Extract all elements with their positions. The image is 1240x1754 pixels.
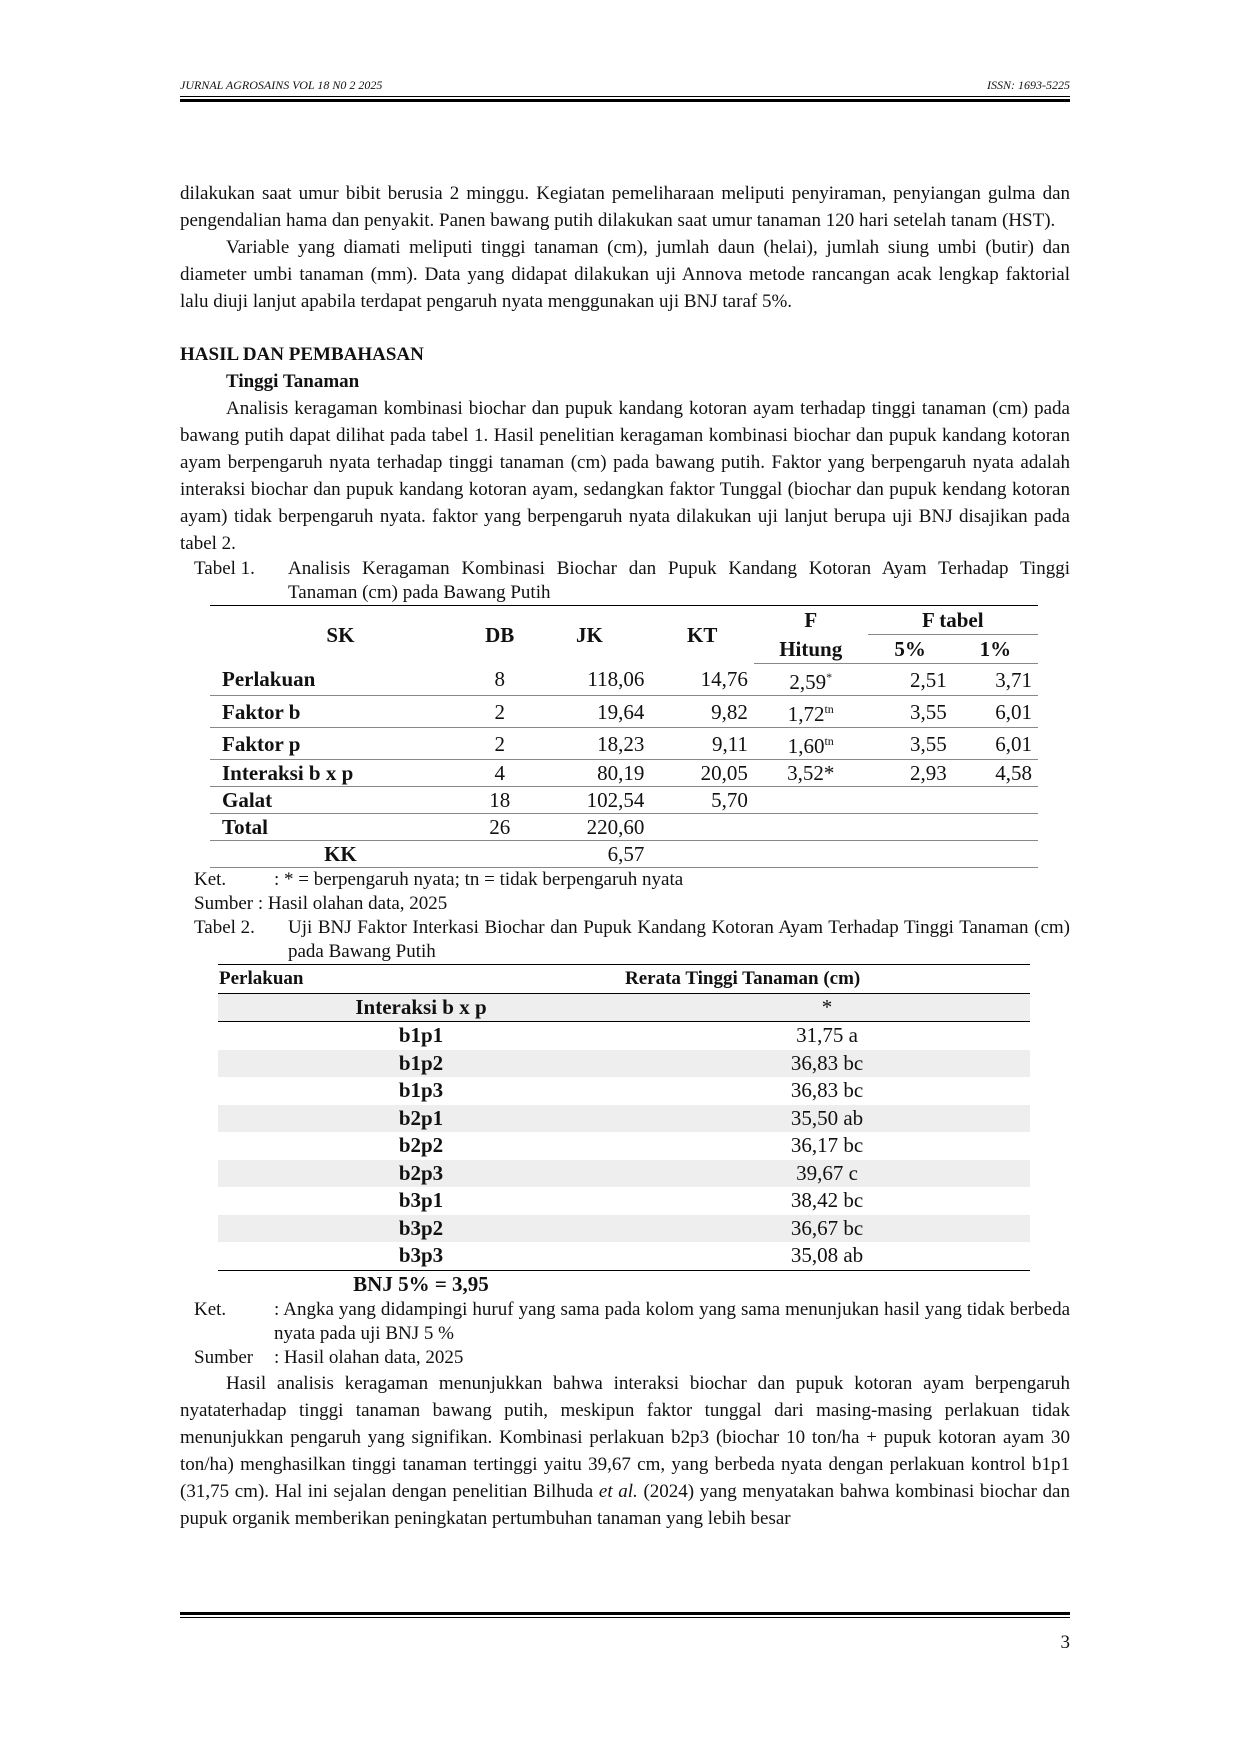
row-sk bbox=[210, 664, 471, 696]
table2-number: Tabel 2. bbox=[194, 917, 255, 938]
row-db bbox=[471, 664, 529, 696]
cell-text: 3,55 bbox=[910, 731, 947, 756]
significance-mark: tn bbox=[824, 734, 834, 748]
row-f bbox=[754, 664, 868, 696]
cell-text: 1,60 bbox=[787, 734, 825, 758]
kk-row bbox=[210, 841, 1038, 868]
cell-text: Total bbox=[222, 815, 268, 839]
row-db bbox=[471, 787, 529, 814]
interaction-value: * bbox=[624, 993, 1030, 1022]
table-row bbox=[210, 787, 1038, 814]
journal-name: JURNAL AGROSAINS VOL 18 N0 2 2025 bbox=[180, 78, 383, 92]
row-db bbox=[471, 728, 529, 760]
table1-source bbox=[194, 892, 1070, 916]
cell-text: 80,19 bbox=[597, 761, 645, 785]
col-5: 5% bbox=[868, 635, 953, 664]
row-jk bbox=[529, 787, 651, 814]
row-jk bbox=[529, 664, 651, 696]
footer-rule bbox=[180, 1617, 1070, 1618]
row-sk bbox=[210, 814, 471, 841]
table-row bbox=[210, 814, 1038, 841]
table-row bbox=[210, 696, 1038, 728]
table2-note bbox=[194, 1298, 1070, 1346]
note-text: : * = berpengaruh nyata; tn = tidak berpengaruh nyata bbox=[274, 869, 684, 890]
cell-text: 6,01 bbox=[995, 699, 1032, 724]
table-row bbox=[218, 993, 1030, 1022]
kk-label: KK bbox=[210, 841, 471, 868]
section-heading: HASIL DAN PEMBAHASAN bbox=[180, 344, 424, 365]
table-row bbox=[218, 1022, 1030, 1050]
row-f5 bbox=[868, 814, 953, 841]
cell-text: 4,58 bbox=[995, 761, 1032, 785]
row-kt bbox=[650, 696, 754, 728]
table-row bbox=[210, 664, 1038, 696]
header-rule-thick bbox=[180, 99, 1070, 102]
cell-text: Faktor b bbox=[222, 699, 301, 724]
cell-text: 2,59 bbox=[789, 670, 827, 694]
note-label: Ket. bbox=[194, 1299, 227, 1320]
row-f bbox=[754, 814, 868, 841]
row-f1 bbox=[953, 814, 1038, 841]
cell-text: 118,06 bbox=[587, 667, 645, 692]
row-f bbox=[754, 728, 868, 760]
cell-text: 9,11 bbox=[711, 731, 748, 756]
row-db bbox=[471, 760, 529, 787]
table-row bbox=[218, 1105, 1030, 1133]
cell-text: 18,23 bbox=[597, 731, 645, 756]
cell-text: 18 bbox=[489, 788, 511, 812]
treatment-code: b2p3 bbox=[218, 1160, 624, 1188]
table1-number: Tabel 1. bbox=[194, 558, 255, 579]
table-row bbox=[210, 728, 1038, 760]
row-kt bbox=[650, 760, 754, 787]
row-kt bbox=[650, 787, 754, 814]
bnj-table bbox=[218, 964, 1030, 1298]
row-sk bbox=[210, 787, 471, 814]
row-f5 bbox=[868, 728, 953, 760]
table1-note bbox=[194, 868, 1070, 892]
row-db bbox=[471, 814, 529, 841]
col-sk: SK bbox=[210, 606, 471, 664]
kk-value: 6,57 bbox=[529, 841, 651, 868]
row-kt bbox=[650, 814, 754, 841]
note-label: Ket. bbox=[194, 869, 227, 890]
row-kt bbox=[650, 664, 754, 696]
cell-text: 3,52* bbox=[787, 761, 835, 785]
row-kt bbox=[650, 728, 754, 760]
table1-title: Analisis Keragaman Kombinasi Biochar dan Pupuk Kandang Kotoran Ayam Terhadap Tinggi Tanaman (cm) pada Bawang Putih bbox=[288, 558, 1070, 603]
header-rule bbox=[180, 96, 1070, 97]
treatment-code: b1p3 bbox=[398, 1078, 444, 1102]
row-jk bbox=[529, 760, 651, 787]
col-kt: KT bbox=[650, 606, 754, 664]
cell-text: 220,60 bbox=[586, 815, 645, 839]
citation-etal: et al. bbox=[598, 1481, 638, 1502]
col-1: 1% bbox=[953, 635, 1038, 664]
paragraph: Variable yang diamati meliputi tinggi tanaman (cm), jumlah daun (helai), jumlah siung umbi (butir) dan diameter umbi tanaman (mm). Data yang didapat dilakukan uji Annova metode rancangan acak lengkap faktorial lalu diuji lanjut apabila terdapat pengaruh nyata menggunakan uji BNJ taraf 5%. bbox=[180, 237, 1070, 312]
table-row bbox=[218, 1077, 1030, 1105]
cell-text: Galat bbox=[222, 788, 273, 812]
col-jk: JK bbox=[529, 606, 651, 664]
row-jk bbox=[529, 696, 651, 728]
treatment-mean: 36,17 bc bbox=[790, 1133, 864, 1157]
row-sk bbox=[210, 760, 471, 787]
page-number: 3 bbox=[1060, 1632, 1070, 1653]
table-row bbox=[218, 1132, 1030, 1160]
cell-text: 6,01 bbox=[995, 731, 1032, 756]
running-header bbox=[180, 78, 1070, 93]
col-rerata: Rerata Tinggi Tanaman (cm) bbox=[624, 965, 1030, 994]
treatment-code: b2p2 bbox=[398, 1133, 444, 1157]
table-row bbox=[218, 1160, 1030, 1188]
source-text: Sumber : Hasil olahan data, 2025 bbox=[194, 893, 448, 914]
cell-text: 2,93 bbox=[910, 761, 947, 785]
table-row bbox=[210, 760, 1038, 787]
row-f5 bbox=[868, 664, 953, 696]
treatment-code: b3p1 bbox=[398, 1188, 444, 1212]
row-f5 bbox=[868, 696, 953, 728]
row-jk bbox=[529, 814, 651, 841]
treatment-code: b1p1 bbox=[398, 1023, 444, 1047]
cell-text: 8 bbox=[494, 667, 505, 692]
paragraph: dilakukan saat umur bibit berusia 2 minggu. Kegiatan pemeliharaan meliputi penyiraman, penyiangan gulma dan pengendalian hama dan penyakit. Panen bawang putih dilakukan saat umur tanaman 120 hari setelah tanam (HST). bbox=[180, 183, 1070, 231]
significance-mark: * bbox=[826, 670, 833, 684]
row-f1 bbox=[953, 696, 1038, 728]
col-f: F bbox=[754, 606, 868, 635]
table1-caption bbox=[194, 557, 1070, 605]
table-row bbox=[218, 1187, 1030, 1215]
row-db bbox=[471, 696, 529, 728]
cell-text: Perlakuan bbox=[222, 667, 316, 692]
row-jk bbox=[529, 728, 651, 760]
cell-text: 4 bbox=[494, 761, 505, 785]
bnj-row bbox=[218, 1270, 1030, 1298]
treatment-mean: 38,42 bc bbox=[790, 1188, 864, 1212]
row-sk bbox=[210, 728, 471, 760]
interaction-label: Interaksi b x p bbox=[218, 993, 624, 1022]
paragraph: Analisis keragaman kombinasi biochar dan pupuk kandang kotoran ayam terhadap tinggi tanaman (cm) pada bawang putih dapat dilihat pada tabel 1. Hasil penelitian keragaman kombinasi biochar dan pupuk kandang kotoran ayam berpengaruh nyata terhadap tinggi tanaman (cm) pada bawang putih. Faktor yang berpengaruh nyata adalah interaksi biochar dan pupuk kandang kotoran ayam, sedangkan faktor Tunggal (biochar dan pupuk kendang kotoran ayam) tidak berpengaruh nyata. faktor yang berpengaruh nyata dilakukan uji lanjut berupa uji BNJ disajikan pada tabel 2. bbox=[180, 398, 1070, 554]
cell-text: 5,70 bbox=[711, 788, 748, 812]
treatment-mean: 35,08 ab bbox=[624, 1242, 1030, 1270]
anova-table bbox=[210, 605, 1038, 868]
treatment-mean: 36,67 bc bbox=[624, 1215, 1030, 1243]
treatment-code: b3p3 bbox=[218, 1242, 624, 1270]
cell-text: 19,64 bbox=[597, 699, 645, 724]
table-row bbox=[218, 1215, 1030, 1243]
cell-text: 14,76 bbox=[700, 667, 748, 692]
bnj-value: BNJ 5% = 3,95 bbox=[353, 1271, 489, 1296]
col-perlakuan: Perlakuan bbox=[218, 965, 624, 994]
issn: ISSN: 1693-5225 bbox=[987, 78, 1070, 92]
body-text bbox=[180, 180, 1070, 1532]
subsection-heading: Tinggi Tanaman bbox=[226, 371, 360, 392]
table2-title: Uji BNJ Faktor Interkasi Biochar dan Pupuk Kandang Kotoran Ayam Terhadap Tinggi Tanaman (cm) pada Bawang Putih bbox=[288, 917, 1070, 962]
paragraph-part: Hasil analisis keragaman menunjukkan bahwa interaksi biochar dan pupuk kotoran ayam berpengaruh nyataterhadap tinggi tanaman bawang putih, meskipun faktor tunggal dari masing-masing perlakuan tidak menunjukkan pengaruh yang signifikan. Kombinasi perlakuan b2p3 (biochar 10 ton/ha + pupuk kotoran ayam 30 ton/ha) menghasilkan tinggi tanaman tertinggi yaitu 39,67 cm, yang berbeda nyata dengan perlakuan kontrol b1p1 (31,75 cm). Hal ini sejalan dengan penelitian Bilhuda bbox=[180, 1373, 1070, 1502]
paragraph-part: (2024) yang menyatakan bahwa kombinasi biochar dan pupuk organik memberikan peningkatan pertumbuhan tanaman yang lebih besar bbox=[180, 1481, 1070, 1529]
cell-text: 1,72 bbox=[787, 702, 825, 726]
col-hitung: Hitung bbox=[754, 635, 868, 664]
cell-text: 3,71 bbox=[995, 667, 1032, 692]
treatment-code: b2p1 bbox=[218, 1105, 624, 1133]
cell-text: 3,55 bbox=[910, 699, 947, 724]
treatment-mean: 35,50 ab bbox=[624, 1105, 1030, 1133]
treatment-code: b1p2 bbox=[218, 1050, 624, 1078]
cell-text: 26 bbox=[489, 815, 511, 839]
cell-text: 102,54 bbox=[586, 788, 645, 812]
treatment-mean: 31,75 a bbox=[796, 1023, 858, 1047]
row-f1 bbox=[953, 760, 1038, 787]
row-f bbox=[754, 760, 868, 787]
cell-text: 2 bbox=[494, 699, 505, 724]
row-f bbox=[754, 787, 868, 814]
source-label: Sumber bbox=[194, 1347, 254, 1368]
col-db: DB bbox=[471, 606, 529, 664]
treatment-mean: 39,67 c bbox=[624, 1160, 1030, 1188]
note-text: : Angka yang didampingi huruf yang sama pada kolom yang sama menunjukan hasil yang tidak berbeda nyata pada uji BNJ 5 % bbox=[274, 1299, 1070, 1344]
cell-text: 2,51 bbox=[910, 667, 947, 692]
cell-text: Interaksi b x p bbox=[222, 761, 354, 785]
significance-mark: tn bbox=[824, 702, 834, 716]
paragraph bbox=[180, 1370, 1070, 1532]
treatment-code: b3p2 bbox=[218, 1215, 624, 1243]
treatment-mean: 36,83 bc bbox=[790, 1078, 864, 1102]
col-ftabel: F tabel bbox=[868, 606, 1038, 635]
cell-text: Faktor p bbox=[222, 731, 301, 756]
source-text: : Hasil olahan data, 2025 bbox=[274, 1347, 464, 1368]
row-f1 bbox=[953, 787, 1038, 814]
table-row bbox=[218, 1242, 1030, 1270]
row-sk bbox=[210, 696, 471, 728]
row-f1 bbox=[953, 664, 1038, 696]
table2-caption bbox=[194, 916, 1070, 964]
row-f5 bbox=[868, 760, 953, 787]
table2-source bbox=[194, 1346, 1070, 1370]
footer-rule-thick bbox=[180, 1612, 1070, 1615]
row-f bbox=[754, 696, 868, 728]
cell-text: 9,82 bbox=[711, 699, 748, 724]
cell-text: 20,05 bbox=[700, 761, 748, 785]
table-row bbox=[218, 1050, 1030, 1078]
cell-text: 2 bbox=[494, 731, 505, 756]
row-f1 bbox=[953, 728, 1038, 760]
treatment-mean: 36,83 bc bbox=[624, 1050, 1030, 1078]
row-f5 bbox=[868, 787, 953, 814]
